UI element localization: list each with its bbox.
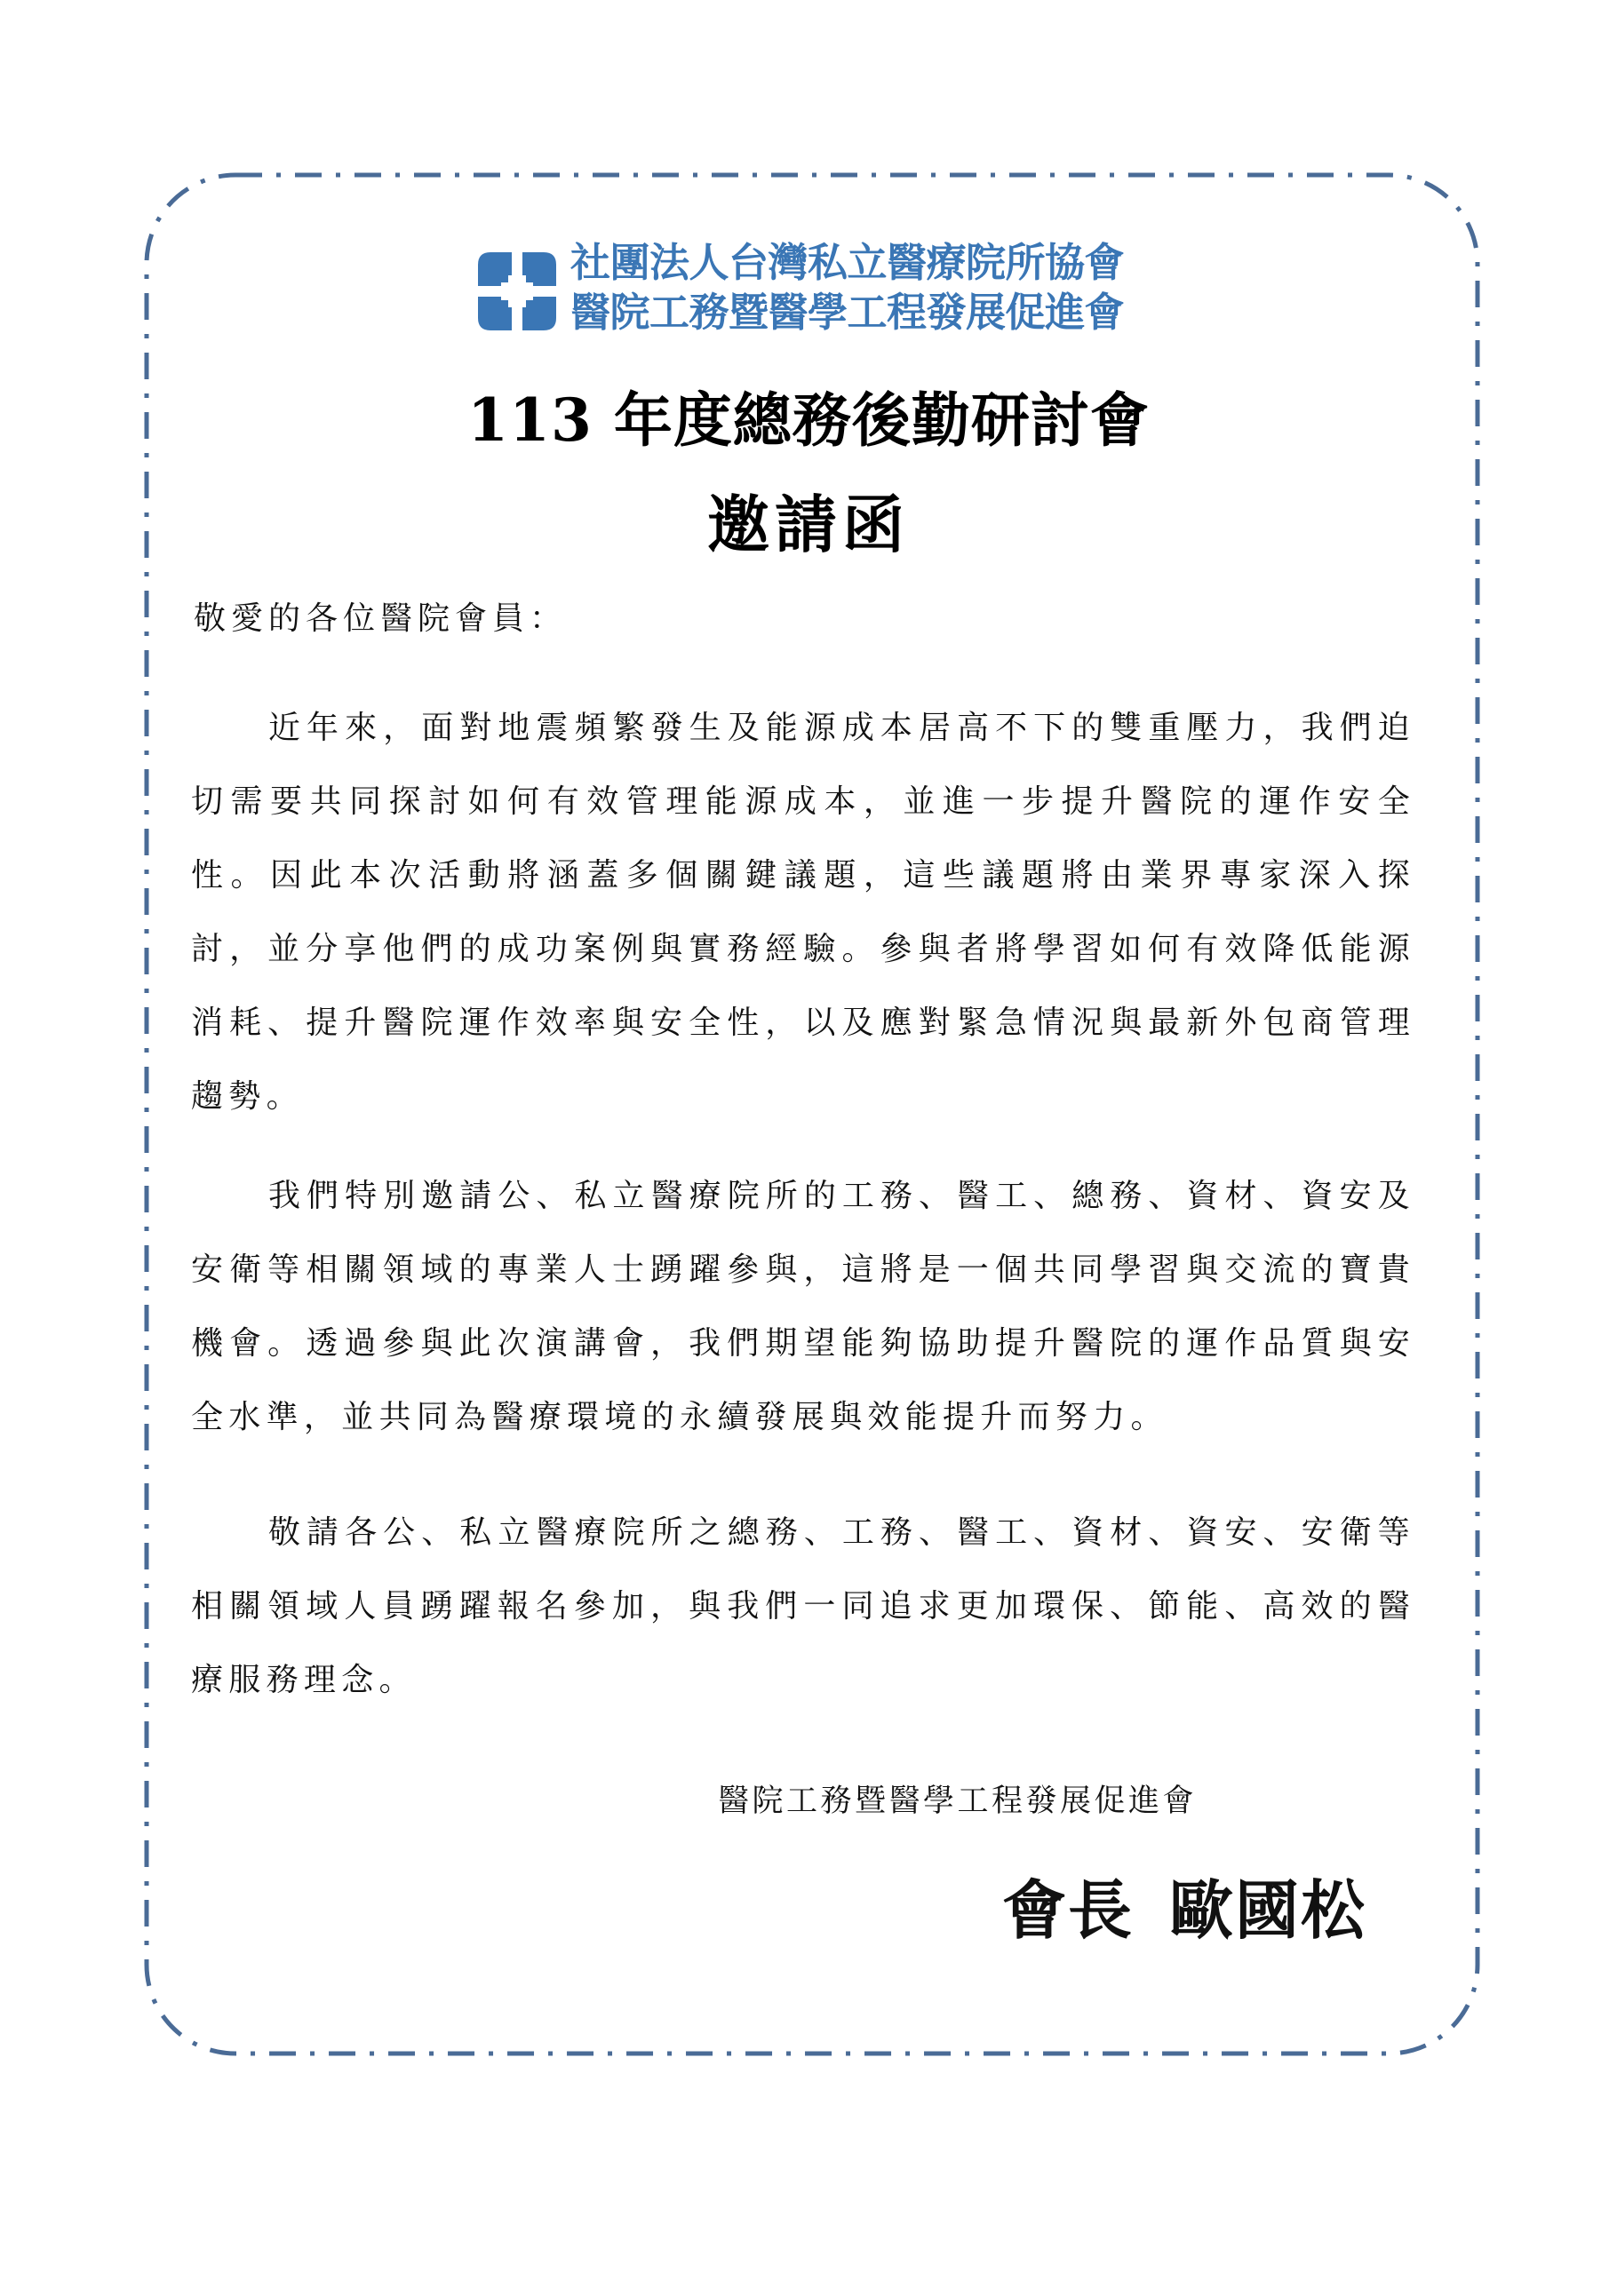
body-paragraph-3: 敬請各公、私立醫療院所之總務、工務、醫工、資材、資安、安衛等相關領域人員踴躍報名參加，與我們一同追求更加環保、節能、高效的醫療服務理念。 xyxy=(191,1514,1415,1698)
signature-name: 歐國松 xyxy=(1169,1872,1367,1948)
signature-title: 會長 xyxy=(1002,1872,1135,1948)
cross-logo-icon xyxy=(471,245,563,338)
signature-organization: 醫院工務暨醫學工程發展促進會 xyxy=(718,1784,1198,1819)
org-name xyxy=(570,238,1175,338)
salutation: 敬愛的各位醫院會員： xyxy=(194,600,568,637)
body-paragraph-2: 我們特別邀請公、私立醫療院所的工務、醫工、總務、資材、資安及安衛等相關領域的專業人士踴躍參與，這將是一個共同學習與交流的寶貴機會。透過參與此次演講會，我們期望能夠協助提升醫院的運作品質與安全水準，並共同為醫療環境的永續發展與效能提升而努力。 xyxy=(191,1178,1415,1435)
signature-block xyxy=(1002,1859,1366,1951)
event-title: 113 年度總務後勤研討會 xyxy=(467,385,1150,455)
org-header xyxy=(462,233,1173,339)
body-paragraph-1: 近年來，面對地震頻繁發生及能源成本居高不下的雙重壓力，我們迫切需要共同探討如何有效管理能源成本，並進一步提升醫院的運作安全性。因此本次活動將涵蓋多個關鍵議題，這些議題將由業界專家深入探討，並分享他們的成功案例與實務經驗。參與者將學習如何有效降低能源消耗、提升醫院運作效率與安全性，以及應對緊急情況與最新外包商管理趨勢。 xyxy=(191,710,1415,1115)
invitation-title: 邀請函 xyxy=(707,488,910,561)
org-name-line-2: 醫院工務暨醫學工程發展促進會 xyxy=(570,289,1125,336)
org-name-line-1: 社團法人台灣私立醫療院所協會 xyxy=(570,239,1125,286)
